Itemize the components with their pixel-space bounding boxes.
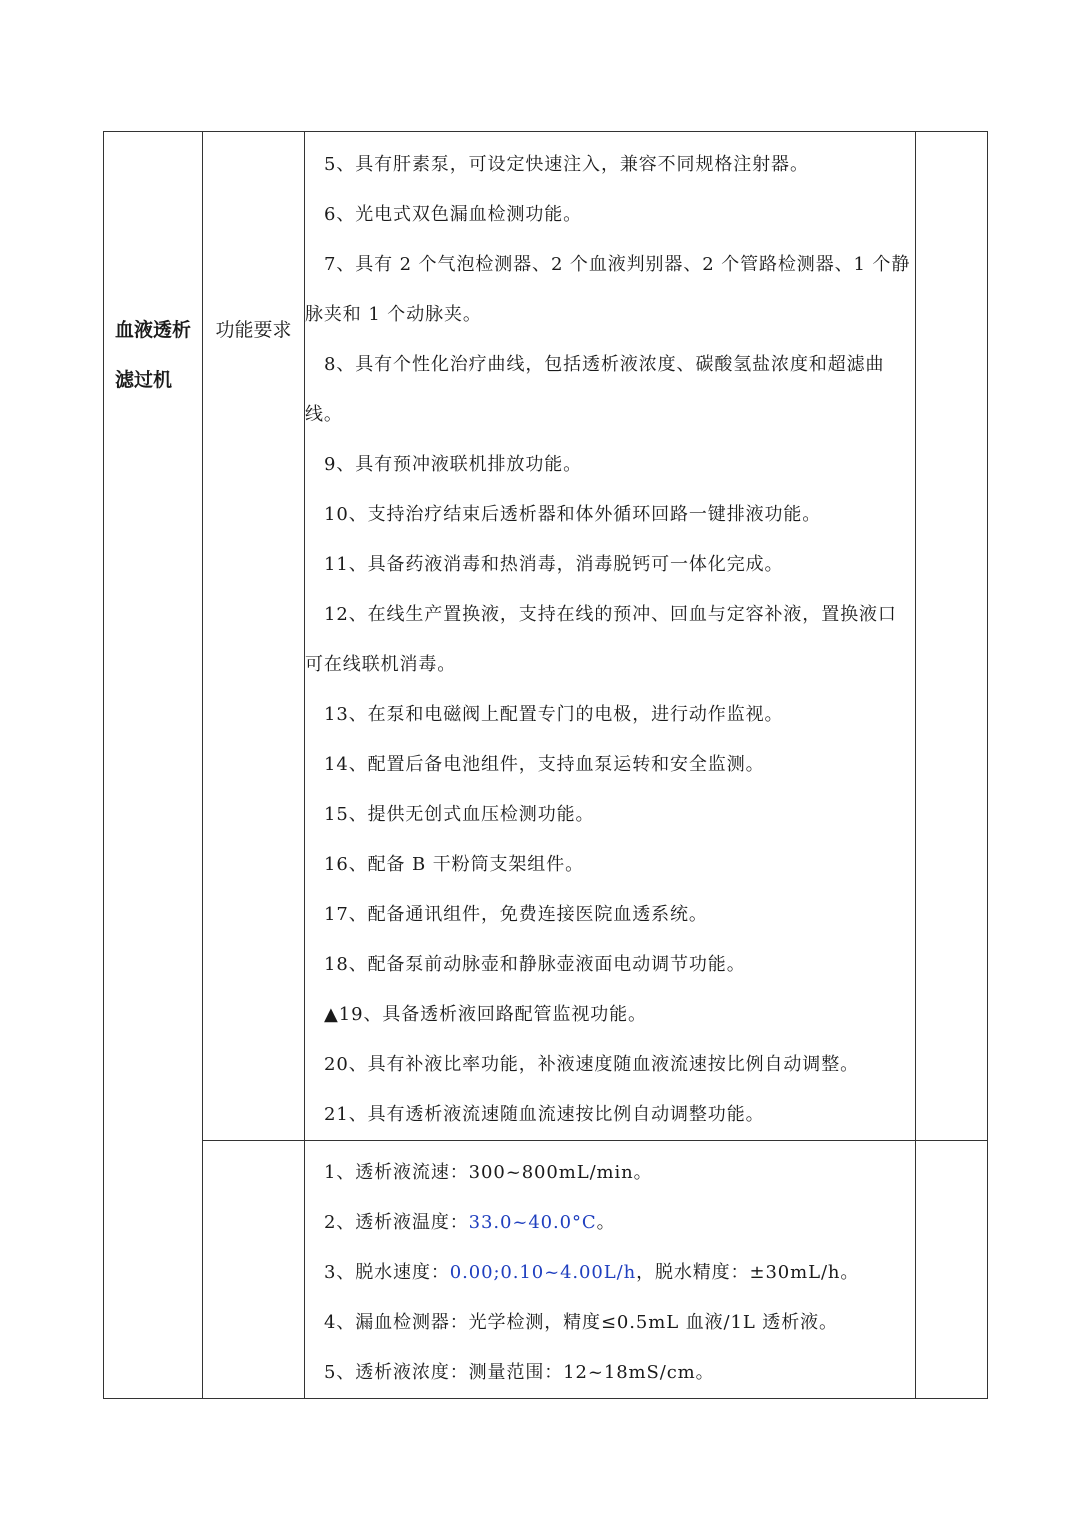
list-item: 11、具备药液消毒和热消毒，消毒脱钙可一体化完成。 [324,554,784,575]
table-row-functional [104,132,988,1141]
device-name-cell [104,132,203,1399]
list-item: 6、光电式双色漏血检测功能。 [324,204,583,225]
functional-items-cell [305,132,916,1141]
list-item: 21、具有透析液流速随血流速按比例自动调整功能。 [324,1104,765,1125]
list-item: 7、具有 2 个气泡检测器、2 个血液判别器、2 个管路检测器、1 个静脉夹和 1 个动脉夹。 [305,254,911,325]
list-item: 4、漏血检测器：光学检测，精度≤0.5mL 血液/1L 透析液。 [324,1312,838,1333]
list-item: ▲19、具备透析液回路配管监视功能。 [324,1004,647,1025]
spec-table [103,131,988,1399]
item-suffix: 。 [596,1212,616,1233]
list-item: 9、具有预冲液联机排放功能。 [324,454,583,475]
list-item: 15、提供无创式血压检测功能。 [324,804,595,825]
device-name-line2: 滤过机 [115,369,173,391]
list-item [305,1248,915,1298]
list-item: 20、具有补液比率功能，补液速度随血液流速按比例自动调整。 [324,1054,860,1075]
item-prefix: 2、透析液温度： [324,1212,469,1233]
list-item: 14、配置后备电池组件，支持血泵运转和安全监测。 [324,754,765,775]
list-item: 13、在泵和电磁阀上配置专门的电极，进行动作监视。 [324,704,784,725]
category-functional-label: 功能要求 [215,319,292,341]
extra-cell-technical [916,1141,988,1399]
table-row-technical [104,1141,988,1399]
category-functional-cell [203,132,305,1141]
temperature-value: 33.0~40.0°C [468,1212,597,1233]
device-name-line1: 血液透析 [115,319,192,341]
list-item: 5、具有肝素泵，可设定快速注入，兼容不同规格注射器。 [324,154,809,175]
dehydration-rate-value: 0.00;0.10~4.00L/h [449,1262,637,1283]
list-item: 5、透析液浓度：测量范围：12~18mS/cm。 [324,1362,715,1383]
list-item: 17、配备通讯组件，免费连接医院血透系统。 [324,904,708,925]
technical-items-cell [305,1141,916,1399]
list-item: 12、在线生产置换液，支持在线的预冲、回血与定容补液，置换液口可在线联机消毒。 [305,604,897,675]
extra-cell-functional [916,132,988,1141]
list-item: 8、具有个性化治疗曲线，包括透析液浓度、碳酸氢盐浓度和超滤曲线。 [305,354,885,425]
list-item [305,1198,915,1248]
item-prefix: 3、脱水速度： [324,1262,450,1283]
list-item: 16、配备 B 干粉筒支架组件。 [324,854,584,875]
list-item: 1、透析液流速：300~800mL/min。 [324,1162,653,1183]
item-suffix: ，脱水精度：±30mL/h。 [636,1262,860,1283]
category-technical-cell [203,1141,305,1399]
list-item: 18、配备泵前动脉壶和静脉壶液面电动调节功能。 [324,954,746,975]
list-item: 10、支持治疗结束后透析器和体外循环回路一键排液功能。 [324,504,822,525]
